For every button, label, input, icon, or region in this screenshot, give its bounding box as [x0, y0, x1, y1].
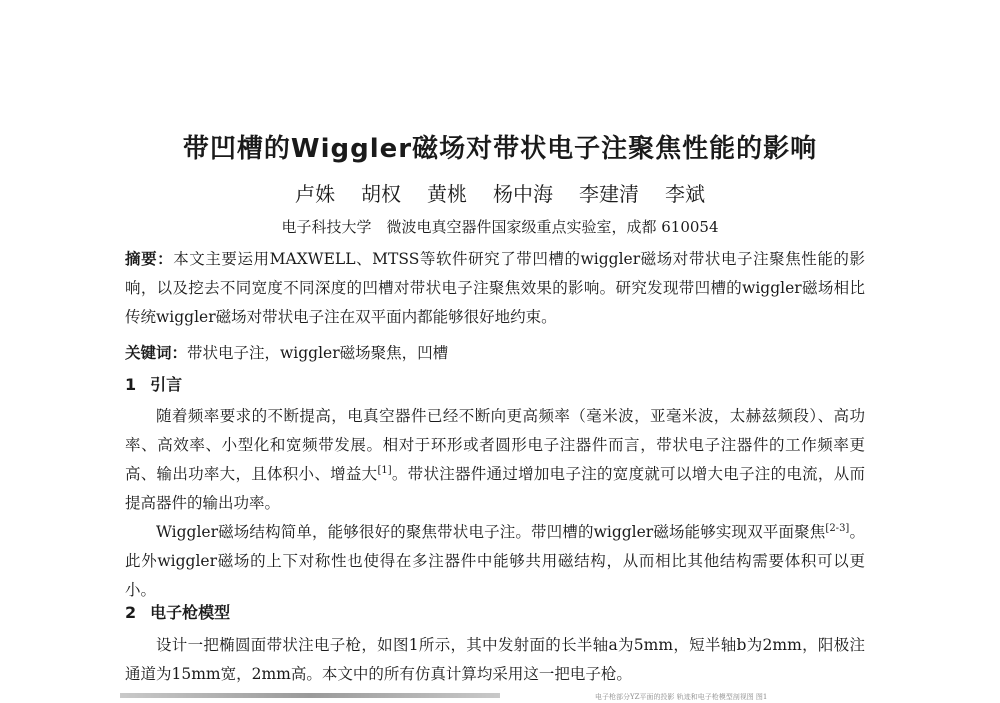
intro-paragraph-1: [125, 402, 865, 518]
paragraph-text: 。带状注器件通过增加电子注的宽度就可以增大电子注的电流，从而提高器件的输出功率。: [125, 465, 865, 512]
abstract: [125, 245, 865, 332]
author-name: 黄桃: [427, 182, 467, 206]
keywords-label: 关键词：: [125, 344, 188, 362]
author-name: 卢姝: [295, 182, 335, 206]
citation-ref: [1]: [377, 464, 392, 476]
section-title: 电子枪模型: [150, 603, 231, 622]
citation-ref: [2-3]: [825, 522, 850, 534]
intro-paragraph-2: [125, 518, 865, 605]
section-number: 1: [125, 375, 137, 394]
section-title: 引言: [150, 375, 183, 394]
abstract-label: 摘要：: [125, 250, 174, 268]
affiliation: 电子科技大学 微波电真空器件国家级重点实验室，成都 610054: [281, 218, 719, 236]
keywords: [125, 339, 865, 368]
author-name: 李斌: [665, 182, 705, 206]
figure-caption-partial: 电子枪部分YZ平面的投影 轨迹和电子枪模型剖视图 图1: [595, 693, 768, 701]
author-name: 李建清: [579, 182, 639, 206]
paragraph-text: 。此外wiggler磁场的上下对称性也使得在多注器件中能够共用磁结构，从而相比其他结构需要体积可以更小。: [125, 523, 865, 599]
paragraph-text: 设计一把椭圆面带状注电子枪，如图1所示，其中发射面的长半轴a为5mm，短半轴b为2mm，阳极注通道为15mm宽，2mm高。本文中的所有仿真计算均采用这一把电子枪。: [125, 636, 865, 683]
paragraph-text: 随着频率要求的不断提高，电真空器件已经不断向更高频率（毫米波，亚毫米波，太赫兹频段）、高功率、高效率、小型化和宽频带发展。相对于环形或者圆形电子注器件而言，带状电子注器件的工作频率更高、输出功率大，且体积小、增益大: [125, 407, 865, 483]
paper-title: 带凹槽的Wiggler磁场对带状电子注聚焦性能的影响: [182, 134, 818, 164]
figure-top-edge: [120, 693, 500, 698]
author-name: 胡权: [361, 182, 401, 206]
author-name: 杨中海: [493, 182, 553, 206]
section-number: 2: [125, 603, 137, 622]
paragraph-text: Wiggler磁场结构简单，能够很好的聚焦带状电子注。带凹槽的wiggler磁场能够实现双平面聚焦: [156, 523, 826, 541]
keywords-text: 带状电子注，wiggler磁场聚焦，凹槽: [187, 344, 449, 362]
gun-paragraph-1: [125, 631, 865, 689]
author-list: [0, 178, 1000, 207]
section-heading-introduction: [125, 372, 182, 395]
abstract-text: 本文主要运用MAXWELL、MTSS等软件研究了带凹槽的wiggler磁场对带状电子注聚焦性能的影响，以及挖去不同宽度不同深度的凹槽对带状电子注聚焦效果的影响。研究发现带凹槽的wiggler磁场相比传统wiggler磁场对带状电子注在双平面内都能够很好地约束。: [125, 250, 865, 326]
section-heading-electron-gun: [125, 600, 230, 623]
